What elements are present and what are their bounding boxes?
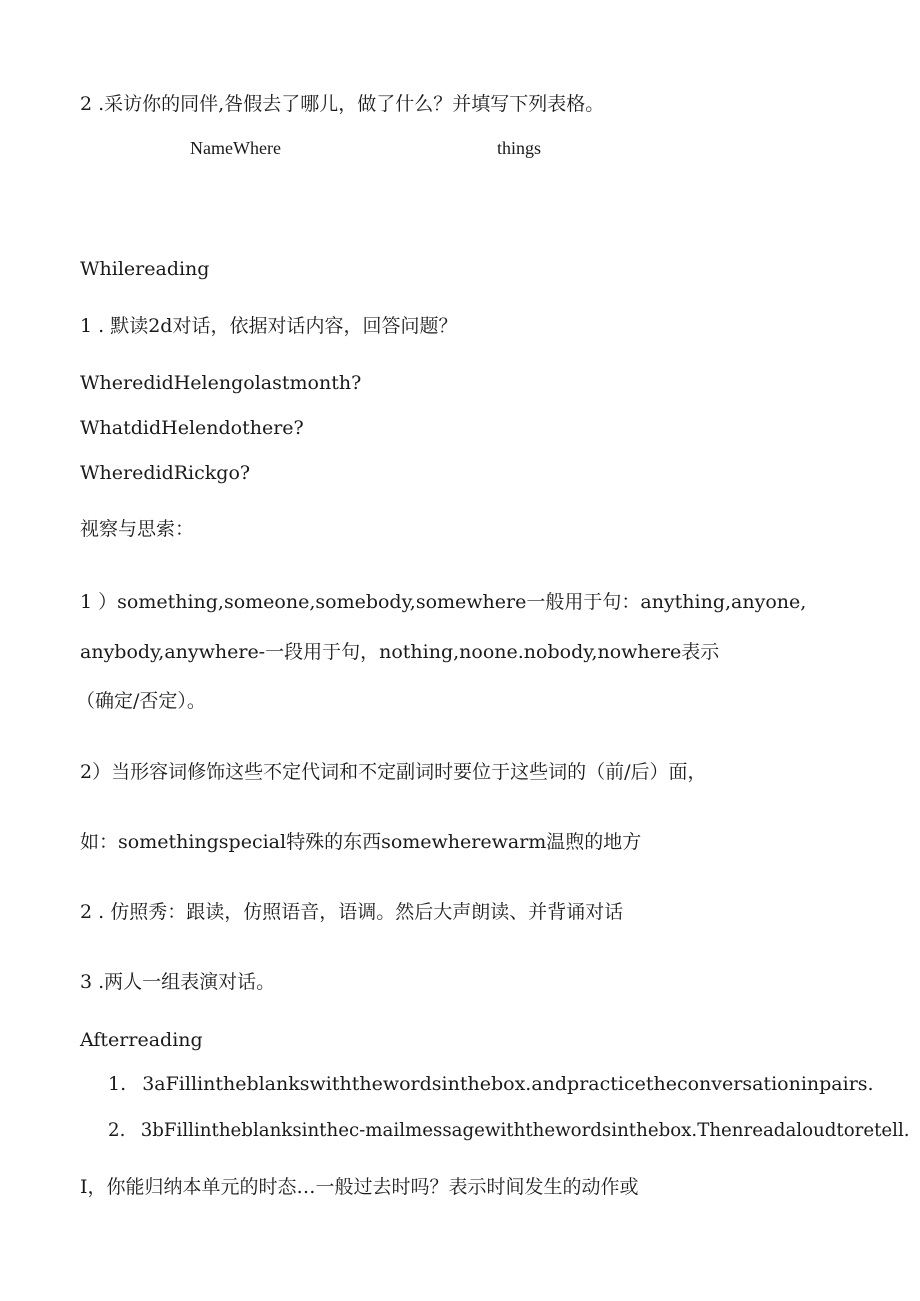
list-text: 3aFillintheblankswiththewordsinthebox.andpracticetheconversationinpairs. — [142, 1073, 874, 1095]
silent-reading-instruction: 1 . 默读2d对话，依据对话内容，回答问题？ — [80, 315, 458, 337]
grammar-point-2-example: 如：somethingspecial特殊的东西somewherewarm温煦的地方 — [80, 831, 642, 853]
grammar-point-1-line-1: 1 ）something,someone,somebody,somewhere一般用于句：anything,anyone, — [80, 591, 807, 613]
while-reading-heading: Whilereading — [80, 258, 210, 280]
tense-summary-prompt: I，你能归纳本单元的时态…一般过去时吗？表示时间发生的动作或 — [80, 1176, 639, 1198]
question-1: WheredidHelengolastmonth? — [80, 372, 362, 394]
after-reading-item-2 — [108, 1118, 910, 1142]
after-reading-heading: Afterreading — [80, 1029, 203, 1051]
grammar-point-1-line-3: （确定/否定）。 — [76, 690, 206, 712]
list-number: 1. — [108, 1073, 127, 1095]
grammar-point-1-line-2: anybody,anywhere-一段用于句，nothing,noone.nobody,nowhere表示 — [80, 641, 720, 663]
grammar-point-2-line-1: 2）当形容词修饰这些不定代词和不定副词时要位于这些词的（前/后）面， — [80, 761, 707, 783]
list-number: 2. — [108, 1119, 126, 1141]
imitation-instruction: 2 . 仿照秀：跟读，仿照语音，语调。然后大声朗读、并背诵对话 — [80, 901, 624, 923]
question-3: WheredidRickgo? — [80, 462, 251, 484]
after-reading-item-1 — [108, 1072, 874, 1096]
table-header-things: things — [497, 138, 542, 158]
pair-performance-instruction: 3 .两人一组表演对话。 — [80, 971, 276, 993]
list-text: 3bFillintheblanksinthec-mailmessagewiththewordsinthebox.Thenreadaloudtoretell. — [140, 1119, 910, 1141]
question-2: WhatdidHelendothere? — [80, 417, 304, 439]
observe-heading: 视察与思索： — [80, 518, 195, 540]
table-header-name-where: NameWhere — [190, 138, 281, 158]
interview-instruction: 2 .采访你的同伴,咎假去了哪儿，做了什么？并填写下列表格。 — [80, 93, 605, 115]
